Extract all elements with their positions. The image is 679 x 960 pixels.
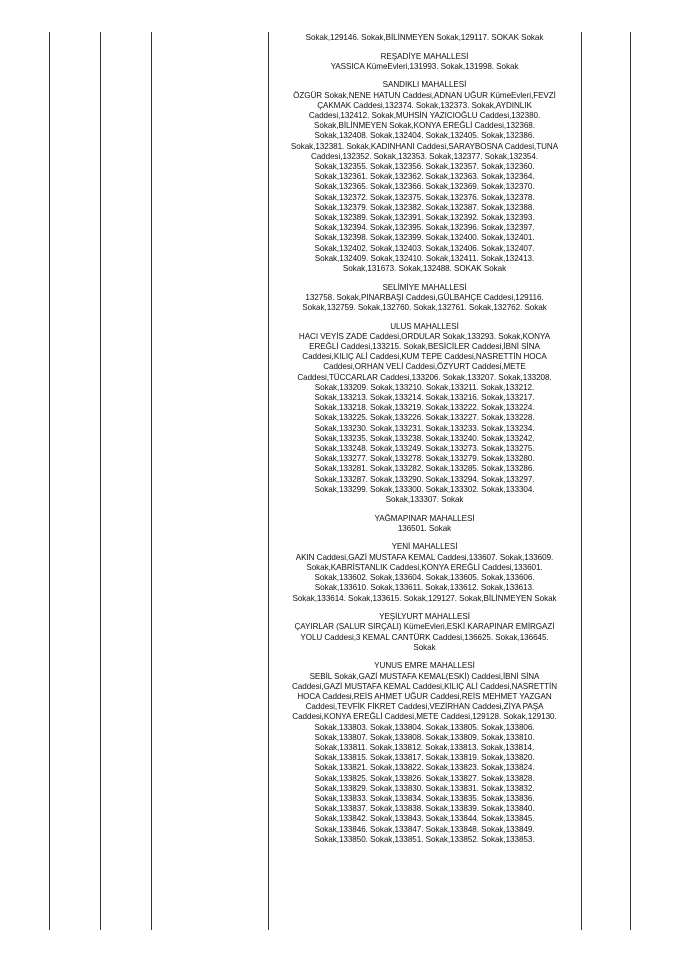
street-list-line: HOCA Caddesi,REİS AHMET UĞUR Caddesi,REİS MEHMET YAZGAN	[297, 691, 552, 701]
neighborhood-title: REŞADİYE MAHALLESİ	[380, 51, 469, 61]
street-list-line: Caddesi,TEVFİK FİKRET Caddesi,VEZİRHAN Caddesi,ZİYA PAŞA	[305, 702, 544, 712]
neighborhood-section	[269, 80, 580, 274]
table-column-divider	[151, 32, 152, 930]
continued-street-list: Sokak,129146. Sokak,BİLİNMEYEN Sokak,129117. SOKAK Sokak	[305, 33, 544, 42]
street-list	[269, 293, 580, 313]
street-list-line: Sokak	[413, 642, 436, 652]
neighborhood-title: YEŞİLYURT MAHALLESİ	[379, 612, 470, 622]
street-list-cell	[269, 33, 580, 845]
street-list-line: Sokak,132355. Sokak,132356. Sokak,132357. Sokak,132360.	[314, 162, 535, 172]
neighborhood-title: YENİ MAHALLESİ	[391, 542, 458, 552]
street-list-line: ÇAYIRLAR (SALUR SIRÇALI) KümeEvleri,ESKİ KARAPINAR EMİRGAZİ	[294, 622, 555, 632]
street-list-line: Sokak,133602. Sokak,133604. Sokak,133605. Sokak,133606.	[314, 573, 535, 583]
neighborhood-section	[269, 661, 580, 845]
street-list-line: Sokak,132365. Sokak,132366. Sokak,132369. Sokak,132370.	[314, 182, 535, 192]
street-list-line: 132758. Sokak,PINARBAŞI Caddesi,GÜLBAHÇE Caddesi,129116.	[305, 292, 544, 302]
street-list-line: EREĞLİ Caddesi,133215. Sokak,BESİCİLER Caddesi,İBNİ SİNA	[309, 342, 540, 352]
street-list-line: Sokak,133277. Sokak,133278. Sokak,133279. Sokak,133280.	[314, 454, 535, 464]
street-list-line: Caddesi,132412. Sokak,MUHSİN YAZICIOĞLU Caddesi,132380.	[308, 111, 541, 120]
street-list-line: Caddesi,TÜCCARLAR Caddesi,133206. Sokak,133207. Sokak,133208.	[297, 372, 552, 382]
street-list	[269, 553, 580, 604]
street-list-line: Sokak,133248. Sokak,133249. Sokak,133273. Sokak,133275.	[314, 444, 535, 454]
street-list-line: SEBİL Sokak,GAZİ MUSTAFA KEMAL(ESKİ) Caddesi,İBNİ SİNA	[309, 671, 540, 681]
street-list-line: Sokak,133281. Sokak,133282. Sokak,133285. Sokak,133286.	[314, 464, 535, 474]
street-list	[269, 91, 580, 275]
street-list-line: Sokak,132394. Sokak,132395. Sokak,132396. Sokak,132397.	[314, 223, 535, 233]
street-list-line: Sokak,133846. Sokak,133847. Sokak,133848. Sokak,133849.	[314, 824, 535, 834]
street-list-line: YOLU Caddesi,3 KEMAL CANTÜRK Caddesi,136625. Sokak,136645.	[300, 632, 549, 642]
neighborhood-title: SELİMİYE MAHALLESİ	[382, 282, 467, 292]
street-list-line: Sokak,133235. Sokak,133238. Sokak,133240. Sokak,133242.	[314, 433, 535, 443]
neighborhood-section	[269, 322, 580, 506]
street-list-line: Sokak,133225. Sokak,133226. Sokak,133227. Sokak,133228.	[314, 413, 535, 423]
neighborhood-section	[269, 612, 580, 653]
street-list-line: Sokak,133218. Sokak,133219. Sokak,133222. Sokak,133224.	[314, 403, 535, 413]
street-list-line: Sokak,133821. Sokak,133822. Sokak,133823. Sokak,133824.	[314, 763, 535, 773]
street-list-line: Sokak,133209. Sokak,133210. Sokak,133211. Sokak,133212.	[314, 382, 535, 392]
street-list-line: Sokak,133614. Sokak,133615. Sokak,129127. Sokak,BİLİNMEYEN Sokak	[292, 593, 557, 603]
street-list-line: AKIN Caddesi,GAZİ MUSTAFA KEMAL Caddesi,133607. Sokak,133609.	[295, 552, 554, 562]
street-list-line: Sokak,132372. Sokak,132375. Sokak,132376. Sokak,132378.	[314, 192, 535, 202]
street-list-line: Sokak,133850. Sokak,133851. Sokak,133852. Sokak,133853.	[314, 834, 535, 844]
street-list-line: Sokak,133833. Sokak,133834. Sokak,133835. Sokak,133836.	[314, 793, 535, 803]
street-list-line: Sokak,133230. Sokak,133231. Sokak,133233. Sokak,133234.	[314, 423, 535, 433]
table-column-divider	[581, 32, 582, 930]
street-list-line: YASSICA KümeEvleri,131993. Sokak,131998. Sokak	[330, 61, 519, 71]
street-list-line: Caddesi,KILIÇ ALİ Caddesi,KUM TEPE Caddesi,NASRETTİN HOCA	[302, 352, 547, 362]
street-list-line: HACI VEYİS ZADE Caddesi,ORDULAR Sokak,133293. Sokak,KONYA	[298, 331, 551, 341]
street-list-line: Sokak,132408. Sokak,132404. Sokak,132405. Sokak,132386.	[314, 131, 535, 141]
neighborhood-section	[269, 514, 580, 534]
street-list-line: Sokak,133213. Sokak,133214. Sokak,133216. Sokak,133217.	[314, 393, 535, 403]
street-list-line: Sokak,133829. Sokak,133830. Sokak,133831. Sokak,133832.	[314, 783, 535, 793]
neighborhood-title: YUNUS EMRE MAHALLESİ	[374, 661, 475, 671]
table-column-divider	[630, 32, 631, 930]
neighborhood-section	[269, 542, 580, 603]
street-list-line: Sokak,133287. Sokak,133290. Sokak,133294. Sokak,133297.	[314, 474, 535, 484]
street-list-line: ÇAKMAK Caddesi,132374. Sokak,132373. Sokak,AYDINLIK	[317, 100, 532, 110]
table-column-divider	[100, 32, 101, 930]
street-list-line: Sokak,133299. Sokak,133300. Sokak,133302. Sokak,133304.	[314, 484, 535, 494]
neighborhood-title: ULUS MAHALLESİ	[390, 321, 459, 331]
street-list-line: Sokak,133803. Sokak,133804. Sokak,133805. Sokak,133806.	[314, 722, 535, 732]
street-list-line: Sokak,BİLİNMEYEN Sokak,KONYA EREĞLİ Caddesi,132368.	[314, 121, 535, 131]
street-list-line: Sokak,133307. Sokak	[385, 495, 464, 505]
street-list	[269, 332, 580, 505]
street-list-line: Sokak,133610. Sokak,133611. Sokak,133612. Sokak,133613.	[314, 583, 535, 593]
street-list-line: Caddesi,GAZİ MUSTAFA KEMAL Caddesi,KILIÇ ALİ Caddesi,NASRETTİN	[292, 681, 557, 691]
street-list-line: ÖZGÜR Sokak,NENE HATUN Caddesi,ADNAN UĞUR KümeEvleri,FEVZİ	[293, 90, 556, 100]
street-list-line: Sokak,132381. Sokak,KADINHANI Caddesi,SARAYBOSNA Caddesi,TUNA	[290, 141, 559, 151]
street-list-line: Sokak,133842. Sokak,133843. Sokak,133844. Sokak,133845.	[314, 814, 535, 824]
street-list	[269, 622, 580, 653]
street-list	[269, 62, 580, 72]
street-list-line: 136501. Sokak	[397, 523, 452, 533]
neighborhood-title: SANDIKLI MAHALLESİ	[382, 80, 467, 90]
neighborhood-section	[269, 52, 580, 72]
street-list-line: Sokak,133815. Sokak,133817. Sokak,133819. Sokak,133820.	[314, 753, 535, 763]
neighborhood-section	[269, 283, 580, 314]
street-list-line: Sokak,132398. Sokak,132399. Sokak,132400. Sokak,132401.	[314, 233, 535, 243]
street-list-line: Sokak,133811. Sokak,133812. Sokak,133813. Sokak,133814.	[314, 742, 535, 752]
street-list-line: Caddesi,ORHAN VELİ Caddesi,ÖZYURT Caddesi,METE	[323, 362, 526, 372]
street-list-line: Sokak,133825. Sokak,133826. Sokak,133827. Sokak,133828.	[314, 773, 535, 783]
neighborhood-sections	[269, 52, 580, 845]
street-list-line: Sokak,KABRİSTANLIK Caddesi,KONYA EREĞLİ Caddesi,133601.	[306, 562, 543, 572]
street-list-line: Sokak,131673. Sokak,132488. SOKAK Sokak	[342, 264, 507, 274]
table-column-divider	[49, 32, 50, 930]
street-list-line: Sokak,133807. Sokak,133808. Sokak,133809. Sokak,133810.	[314, 732, 535, 742]
street-list-line: Caddesi,KONYA EREĞLİ Caddesi,METE Caddesi,129128. Sokak,129130.	[292, 712, 557, 722]
neighborhood-title: YAĞMAPINAR MAHALLESİ	[374, 513, 475, 523]
street-list-line: Sokak,132361. Sokak,132362. Sokak,132363. Sokak,132364.	[314, 172, 535, 182]
street-list	[269, 524, 580, 534]
street-list-line: Caddesi,132352. Sokak,132353. Sokak,132377. Sokak,132354.	[310, 151, 539, 161]
street-list-line: Sokak,132402. Sokak,132403. Sokak,132406. Sokak,132407.	[314, 243, 535, 253]
street-list-line: Sokak,132759. Sokak,132760. Sokak,132761. Sokak,132762. Sokak	[302, 303, 547, 313]
street-list-line: Sokak,132389. Sokak,132391. Sokak,132392. Sokak,132393.	[314, 213, 535, 223]
street-list-line: Sokak,132379. Sokak,132382. Sokak,132387. Sokak,132388.	[314, 202, 535, 212]
street-list-line: Sokak,133837. Sokak,133838. Sokak,133839. Sokak,133840.	[314, 804, 535, 814]
street-list-line: Sokak,132409. Sokak,132410. Sokak,132411. Sokak,132413.	[314, 253, 535, 263]
street-list	[269, 672, 580, 845]
